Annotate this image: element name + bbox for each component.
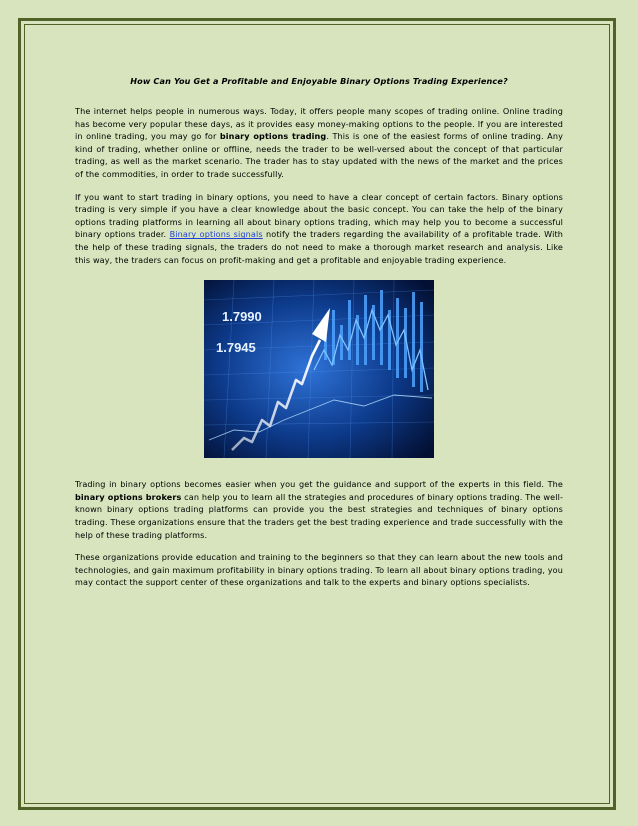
binary-options-signals-link[interactable]: Binary options signals [169, 229, 263, 240]
paragraph-1-text-b: . This is one of the easiest forms of online trading. Any kind of trading, whether online or offline, needs the trader to be well-versed about the concept of that particular trading, as well as the market scenario. The trader has to stay updated with the news of the market and the prices of the commodities, in order to trade successfully. [75, 131, 563, 179]
paragraph-3-text-b: can help you to learn all the strategies and procedures of binary options trading. The well-known binary options trading platforms can provide you the best strategies and techniques of binary options trading. These organizations ensure that the traders get the best trading experience and trade successfully with the help of these trading platforms. [75, 491, 563, 540]
trading-chart-image [204, 280, 434, 458]
bold-term-binary-options-brokers: binary options brokers [75, 491, 182, 502]
paragraph-2-text-a: If you want to start trading in binary options, you need to have a clear concept of certain factors. Binary options trading is very simple if you have a clear knowledge about the basic concept. You can take the help of the binary options trading platforms in learning all about binary options trading, which may help you to become a successful binary options trader. [75, 191, 563, 240]
paragraph-3 [75, 478, 563, 541]
document-title: How Can You Get a Profitable and Enjoyable Binary Options Trading Experience? [130, 76, 508, 86]
bold-term-binary-options-trading: binary options trading [219, 131, 327, 142]
paragraph-2 [75, 191, 563, 267]
chart-price-label-1: 1.7990 [222, 309, 262, 325]
paragraph-1 [75, 105, 563, 181]
paragraph-1-text-a: The internet helps people in numerous ways. Today, it offers people many scopes of trading online. Online trading has become very popular these days, as it provides easy money-making options to the people. If you are interested in online trading, you may go for [75, 106, 563, 142]
paragraph-4 [75, 551, 563, 589]
paragraph-4-text: These organizations provide education and training to the beginners so that they can learn about the new tools and technologies, and gain maximum profitability in binary options trading. To learn all about binary options trading, you may contact the support center of these organizations and talk to the experts and binary options specialists. [75, 552, 563, 588]
document-body [75, 76, 563, 599]
paragraph-3-text-a: Trading in binary options becomes easier when you get the guidance and support of the experts in this field. The [75, 479, 563, 490]
paragraph-2-text-b: notify the traders regarding the availability of a profitable trade. With the help of these trading signals, the traders do not need to make a thorough market research and analysis. Like this way, the traders can focus on profit-making and get a profitable and enjoyable trading experience. [75, 229, 564, 265]
chart-price-label-2: 1.7945 [216, 340, 256, 356]
